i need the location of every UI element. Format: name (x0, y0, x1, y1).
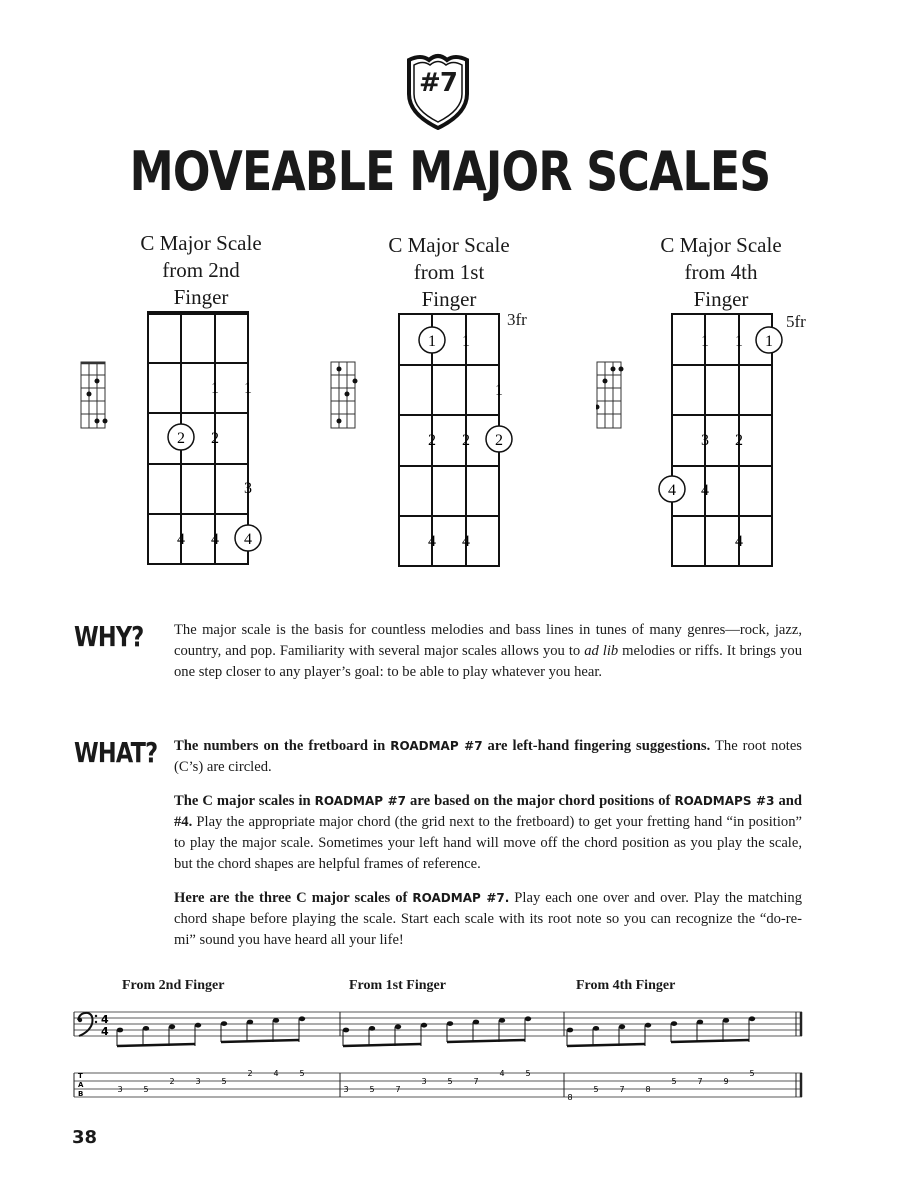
tab-number: 5 (221, 1077, 227, 1086)
svg-text:1: 1 (428, 333, 436, 350)
note-beam (447, 1040, 525, 1042)
page-title: MOVEABLE MAJOR SCALES (129, 140, 771, 203)
tab-number: 9 (723, 1077, 729, 1086)
tab-number: 3 (117, 1085, 123, 1094)
note-beam (117, 1044, 195, 1046)
music-label-3: From 4th Finger (576, 978, 676, 993)
note-beam (671, 1040, 749, 1042)
svg-text:1: 1 (462, 333, 470, 350)
svg-text:3: 3 (244, 480, 252, 497)
what-heading: WHAT? (74, 736, 158, 769)
tab-number: 8 (567, 1093, 573, 1102)
fret-label-3: 5fr (786, 312, 806, 331)
svg-text:2: 2 (211, 430, 219, 447)
bass-clef-icon (78, 1013, 97, 1036)
note-head (723, 1018, 729, 1023)
why-paragraph: The major scale is the basis for countless melodies and bass lines in tunes of many genres—rock, jazz, country, and pop. Familiarity with several major scales allows you to ad lib melodies or riffs. It brings you one step closer to any player’s goal: to be able to play whatever you hear. (174, 622, 802, 680)
tab-number: 7 (697, 1077, 703, 1086)
note-head (671, 1021, 677, 1026)
svg-text:2: 2 (735, 432, 743, 449)
tab-number: 7 (619, 1085, 625, 1094)
chord-grid-3 (596, 361, 630, 436)
note-head (499, 1018, 505, 1023)
fret-label-2: 3fr (507, 310, 527, 329)
note-head (143, 1026, 149, 1031)
tab-number: 5 (671, 1077, 677, 1086)
diagram-title-3: C Major Scale from 4th Finger (660, 233, 782, 311)
note-beam (567, 1044, 645, 1046)
tab-number: 4 (273, 1069, 279, 1078)
roadmap-badge (401, 52, 475, 130)
note-head (369, 1026, 375, 1031)
diagram-title-1: C Major Scale from 2nd Finger (140, 231, 262, 309)
music-label-2: From 1st Finger (349, 978, 446, 993)
note-beam (221, 1040, 299, 1042)
svg-text:4: 4 (244, 531, 252, 548)
note-head (421, 1023, 427, 1028)
note-head (619, 1024, 625, 1029)
time-sig-top: 4 (101, 1013, 109, 1026)
tab-clef-b: B (78, 1090, 84, 1098)
tab-number: 3 (421, 1077, 427, 1086)
what-paragraph-2: The C major scales in ROADMAP #7 are based on the major chord positions of ROADMAPS #3 and #4. Play the appropriate major chord (the grid next to the fretboard) to get your fretting hand “in position” to play the major scale. Sometimes your left hand will move off the chord position as you play the scale, but the chord shapes are helpful frames of reference. (174, 793, 802, 872)
note-head (525, 1016, 531, 1021)
tab-number: 3 (343, 1085, 349, 1094)
svg-text:2: 2 (428, 432, 436, 449)
tab-number: 5 (525, 1069, 531, 1078)
svg-text:4: 4 (668, 482, 676, 499)
tab-number: 5 (593, 1085, 599, 1094)
what-paragraph-3: Here are the three C major scales of ROADMAP #7. Play each one over and over. Play the matching chord shape before playing the scale. Start each scale with its root note so you can recognize the “do-re-mi” sound you have heard all your life! (174, 890, 803, 948)
note-head (273, 1018, 279, 1023)
fretboard-3 (668, 313, 773, 572)
time-sig-bottom: 4 (101, 1025, 109, 1038)
tab-number: 5 (369, 1085, 375, 1094)
svg-text:4: 4 (177, 531, 185, 548)
svg-text:1: 1 (211, 380, 219, 397)
note-head (697, 1020, 703, 1025)
svg-text:1: 1 (735, 333, 743, 350)
tab-clef-t: T (78, 1072, 83, 1080)
note-head (221, 1021, 227, 1026)
svg-text:2: 2 (177, 430, 185, 447)
note-head (447, 1021, 453, 1026)
why-heading: WHY? (74, 620, 144, 653)
note-head (247, 1020, 253, 1025)
tab-clef-a: A (78, 1081, 84, 1089)
svg-text:1: 1 (244, 380, 252, 397)
svg-text:2: 2 (462, 432, 470, 449)
note-head (117, 1028, 123, 1033)
tab-number: 5 (749, 1069, 755, 1078)
fretboard-1 (148, 311, 252, 570)
music-label-1: From 2nd Finger (122, 978, 225, 993)
tab-number: 2 (247, 1069, 253, 1078)
svg-text:4: 4 (428, 533, 436, 550)
tab-number: 4 (499, 1069, 505, 1078)
bass-staff (74, 1012, 802, 1036)
note-head (567, 1028, 573, 1033)
svg-text:4: 4 (462, 533, 470, 550)
svg-text:1: 1 (701, 333, 709, 350)
note-head (195, 1023, 201, 1028)
svg-text:3: 3 (701, 432, 709, 449)
tab-number: 7 (395, 1085, 401, 1094)
note-head (645, 1023, 651, 1028)
note-head (169, 1024, 175, 1029)
tab-number: 5 (299, 1069, 305, 1078)
note-head (395, 1024, 401, 1029)
notes (117, 1016, 755, 1046)
roadmap-number: #7 (419, 68, 457, 98)
music-notation (70, 1000, 810, 1115)
chord-grid-2 (330, 361, 364, 436)
page-number: 38 (72, 1127, 98, 1148)
chord-grid-1 (80, 361, 114, 436)
tab-number: 5 (447, 1077, 453, 1086)
tab-number: 3 (195, 1077, 201, 1086)
tab-number: 8 (645, 1085, 651, 1094)
fretboard-2 (399, 313, 503, 572)
tab-number: 2 (169, 1077, 175, 1086)
note-head (473, 1020, 479, 1025)
tab-staff (74, 1073, 802, 1097)
svg-text:4: 4 (735, 533, 743, 550)
svg-text:4: 4 (211, 531, 219, 548)
note-head (593, 1026, 599, 1031)
note-head (749, 1016, 755, 1021)
note-beam (343, 1044, 421, 1046)
tab-number: 5 (143, 1085, 149, 1094)
svg-text:2: 2 (495, 432, 503, 449)
svg-text:1: 1 (765, 333, 773, 350)
svg-text:4: 4 (701, 482, 709, 499)
tab-number: 7 (473, 1077, 479, 1086)
note-head (299, 1016, 305, 1021)
what-paragraph-1: The numbers on the fretboard in ROADMAP #7 are left-hand fingering suggestions. The root notes (C’s) are circled. (174, 738, 802, 775)
svg-text:1: 1 (495, 382, 503, 399)
diagram-title-2: C Major Scale from 1st Finger (388, 233, 510, 311)
note-head (343, 1028, 349, 1033)
